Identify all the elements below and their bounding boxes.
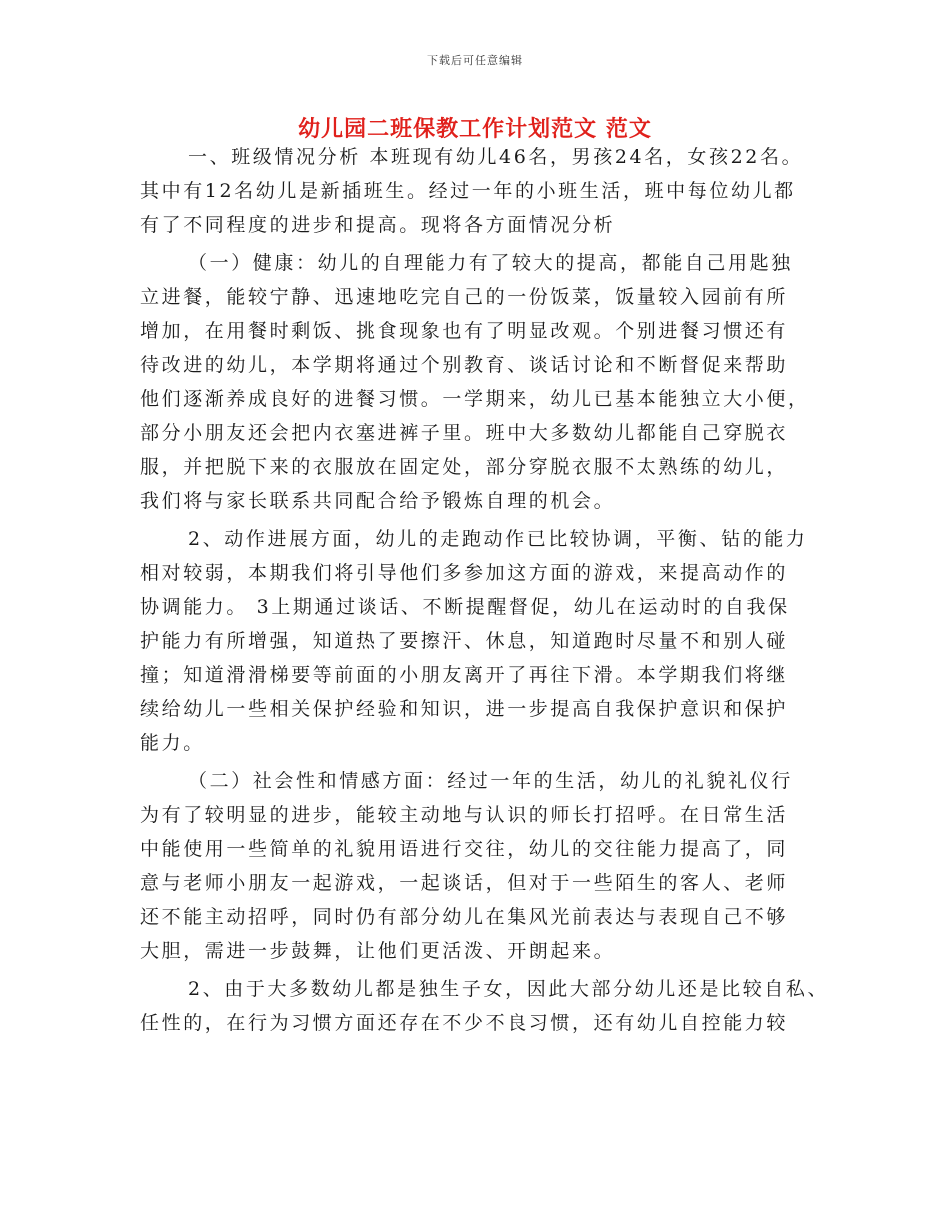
- paragraph-class-overview: [140, 140, 830, 242]
- text-line: 其中有12名幼儿是新插班生。经过一年的小班生活，班中每位幼儿都: [140, 180, 796, 202]
- document-title: 幼儿园二班保教工作计划范文 范文: [298, 116, 652, 142]
- page-header-note: 下载后可任意编辑: [427, 54, 523, 67]
- text-line: 任性的，在行为习惯方面还存在不少不良习惯，还有幼儿自控能力较: [140, 1012, 789, 1034]
- text-line: 有了不同程度的进步和提高。现将各方面情况分析: [140, 214, 616, 236]
- text-line: 大胆，需进一步鼓舞，让他们更活泼、开朗起来。: [140, 940, 616, 962]
- text-line: 一、班级情况分析 本班现有幼儿46名，男孩24名，女孩22名。: [188, 146, 804, 168]
- text-line: 部分小朋友还会把内衣塞进裤子里。班中大多数幼儿都能自己穿脱衣: [140, 422, 789, 444]
- text-line: 待改进的幼儿，本学期将通过个别教育、谈话讨论和不断督促来帮助: [140, 354, 789, 376]
- text-line: 能力。: [140, 732, 205, 754]
- text-line: 意与老师小朋友一起游戏，一起谈话，但对于一些陌生的客人、老师: [140, 872, 789, 894]
- paragraph-behavior-habits: [140, 972, 830, 1040]
- text-line: 协调能力。 3上期通过谈话、不断提醒督促，幼儿在运动时的自我保: [140, 596, 790, 618]
- text-line: 为有了较明显的进步，能较主动地与认识的师长打招呼。在日常生活: [140, 804, 789, 826]
- paragraph-social-emotional: [140, 764, 830, 968]
- text-line: （一）健康：幼儿的自理能力有了较大的提高，都能自己用匙独: [188, 252, 793, 274]
- text-line: 服，并把脱下来的衣服放在固定处，部分穿脱衣服不太熟练的幼儿，: [140, 456, 789, 478]
- paragraph-health: [140, 246, 830, 518]
- text-line: 中能使用一些简单的礼貌用语进行交往，幼儿的交往能力提高了，同: [140, 838, 789, 860]
- text-line: 撞；知道滑滑梯要等前面的小朋友离开了再往下滑。本学期我们将继: [140, 664, 789, 686]
- text-line: 增加，在用餐时剩饭、挑食现象也有了明显改观。个别进餐习惯还有: [140, 320, 789, 342]
- text-line: 2、由于大多数幼儿都是独生子女，因此大部分幼儿还是比较自私、: [188, 978, 830, 1000]
- text-line: 他们逐渐养成良好的进餐习惯。一学期来，幼儿已基本能独立大小便，: [140, 388, 810, 410]
- text-line: 续给幼儿一些相关保护经验和知识，进一步提高自我保护意识和保护: [140, 698, 789, 720]
- paragraph-motor-development: [140, 522, 830, 760]
- text-line: （二）社会性和情感方面：经过一年的生活，幼儿的礼貌礼仪行: [188, 770, 793, 792]
- text-line: 立进餐，能较宁静、迅速地吃完自己的一份饭菜，饭量较入园前有所: [140, 286, 789, 308]
- text-line: 我们将与家长联系共同配合给予锻炼自理的机会。: [140, 490, 616, 512]
- text-line: 2、动作进展方面，幼儿的走跑动作已比较协调，平衡、钻的能力: [188, 528, 808, 550]
- text-line: 还不能主动招呼，同时仍有部分幼儿在集风光前表达与表现自己不够: [140, 906, 789, 928]
- text-line: 相对较弱，本期我们将引导他们多参加这方面的游戏，来提高动作的: [140, 562, 789, 584]
- text-line: 护能力有所增强，知道热了要擦汗、休息，知道跑时尽量不和别人碰: [140, 630, 789, 652]
- document-body: [140, 140, 830, 1044]
